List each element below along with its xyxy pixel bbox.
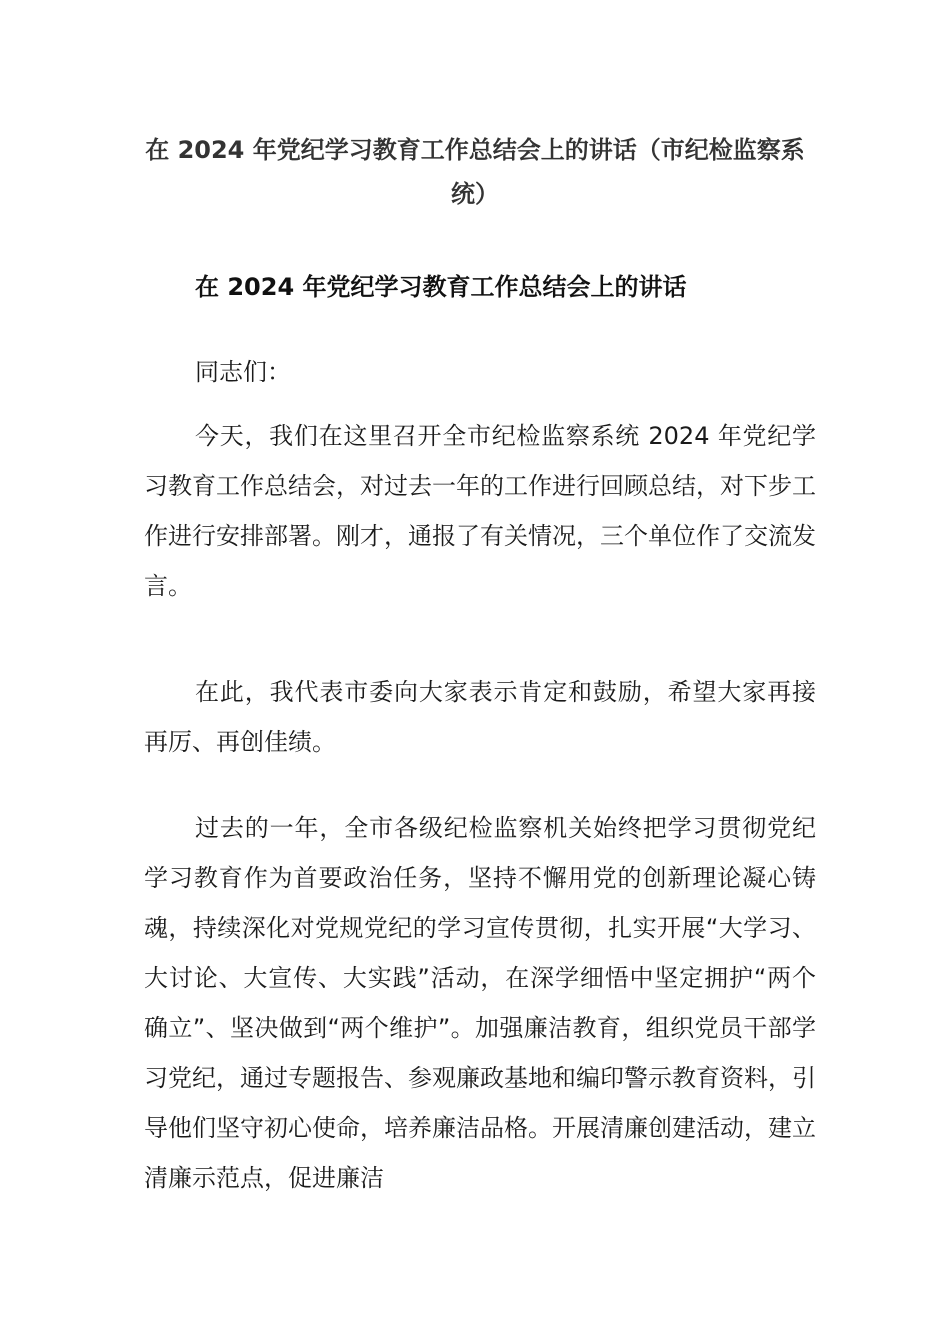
paragraph-opening: 今天，我们在这里召开全市纪检监察系统 2024 年党纪学习教育工作总结会，对过去一年的工作进行回顾总结，对下步工作进行安排部署。刚才，通报了有关情况，三个单位作了交流发言。 [144,422,816,600]
paragraph-encouragement: 在此，我代表市委向大家表示肯定和鼓励，希望大家再接再厉、再创佳绩。 [144,678,816,756]
paragraph-review: 过去的一年，全市各级纪检监察机关始终把学习贯彻党纪学习教育作为首要政治任务，坚持不懈用党的创新理论凝心铸魂，持续深化对党规党纪的学习宣传贯彻，扎实开展“大学习、大讨论、大宣传、大实践”活动，在深学细悟中坚定拥护“两个确立”、坚决做到“两个维护”。加强廉洁教育，组织党员干部学习党纪，通过专题报告、参观廉政基地和编印警示教育资料，引导他们坚守初心使命，培养廉洁品格。开展清廉创建活动，建立清廉示范点，促进廉洁 [144,814,816,1192]
salutation: 同志们： [195,358,291,386]
document-title: 在 2024 年党纪学习教育工作总结会上的讲话（市纪检监察系统） [145,136,805,208]
speech-subtitle: 在 2024 年党纪学习教育工作总结会上的讲话 [195,273,687,301]
